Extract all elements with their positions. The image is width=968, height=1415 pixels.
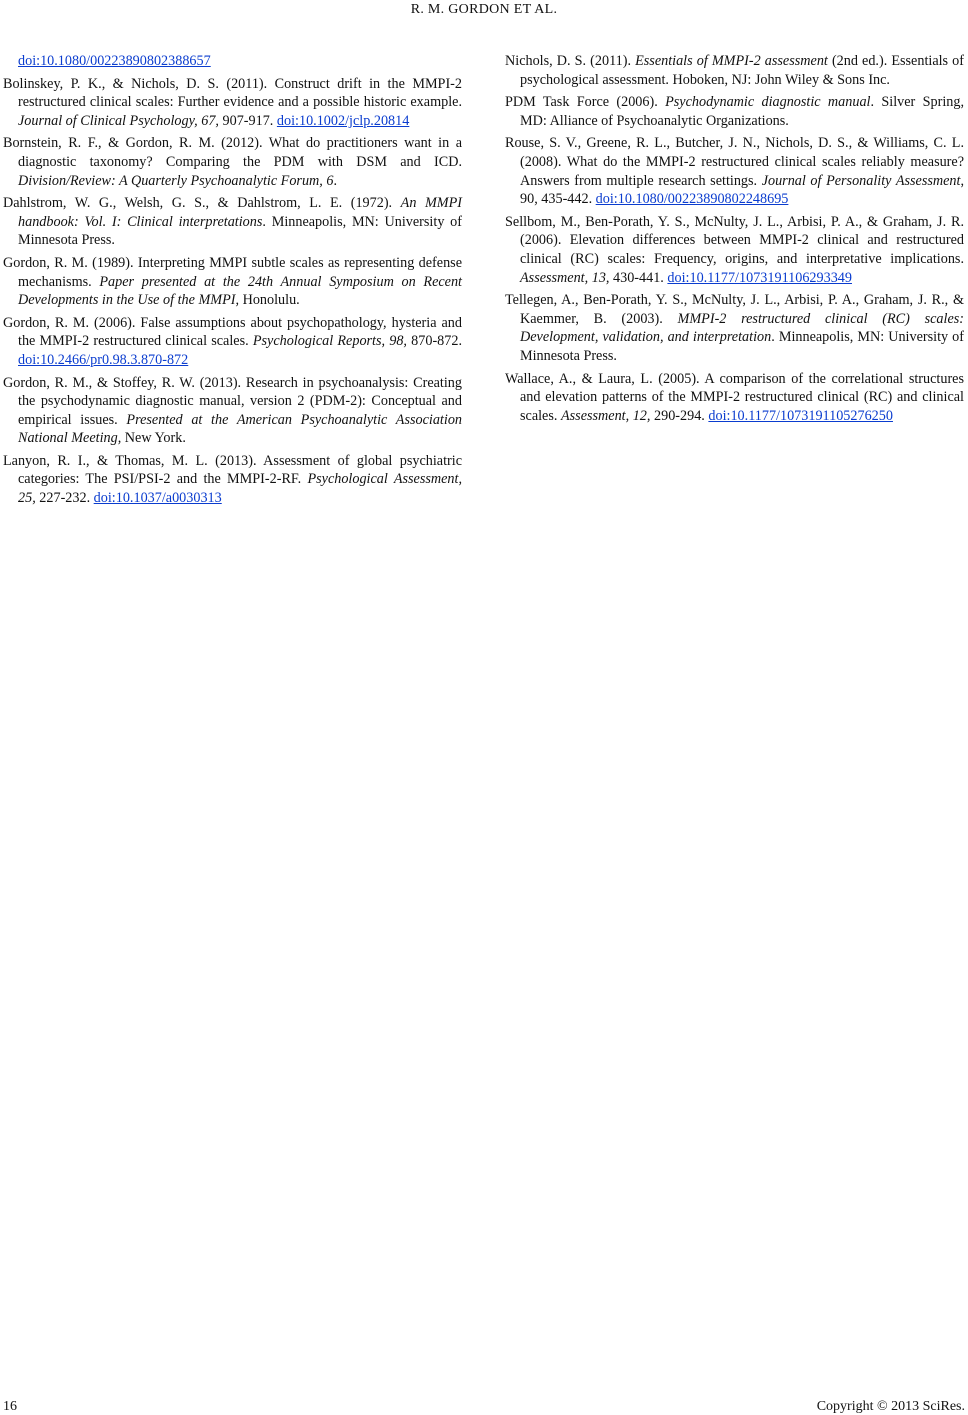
ref-title: Division/Review: A Quarterly Psychoanalytic Forum, 6 bbox=[18, 172, 334, 189]
reference-entry bbox=[505, 291, 964, 365]
ref-title: Journal of Personality Assessment bbox=[761, 172, 961, 189]
reference-entry bbox=[505, 213, 964, 287]
ref-text: (2nd ed.). Essentials of psychological assessment. Hoboken, NJ: John Wiley & Sons Inc. bbox=[520, 53, 964, 88]
ref-text: Gordon, R. M. (2006). False assumptions about psychopathology, hysteria and the MMPI-2 restructured clinical scales. bbox=[3, 314, 462, 350]
ref-text: Lanyon, R. I., & Thomas, M. L. (2013). Assessment of global psychiatric categories: The PSI/PSI-2 and the MMPI-2-RF. bbox=[3, 452, 462, 488]
ref-text: Honolulu. bbox=[239, 292, 300, 309]
ref-text: Dahlstrom, W. G., Welsh, G. S., & Dahlstrom, L. E. (1972). bbox=[3, 195, 401, 212]
reference-entry bbox=[3, 194, 462, 250]
ref-title: Presented at the American Psychoanalytic Association National Meeting, bbox=[18, 411, 463, 447]
ref-title: An MMPI handbook: Vol. I: Clinical interpretations bbox=[18, 195, 462, 230]
ref-title: Paper presented at the 24th Annual Symposium on Recent Developments in the Use of the MMPI, bbox=[18, 273, 463, 309]
references-left-column bbox=[3, 52, 462, 512]
reference-entry bbox=[505, 134, 964, 208]
reference-entry bbox=[3, 374, 462, 448]
doi-link[interactable]: doi:10.1037/a0030313 bbox=[93, 490, 222, 507]
references-right-column bbox=[505, 52, 964, 429]
ref-title: Psychological Assessment, 25, bbox=[18, 471, 462, 507]
doi-link[interactable]: doi:10.1177/1073191105276250 bbox=[708, 407, 893, 424]
ref-text: . Silver Spring, MD: Alliance of Psychoanalytic Organizations. bbox=[520, 94, 964, 129]
doi-link[interactable]: doi:10.1080/00223890802248695 bbox=[595, 191, 789, 208]
ref-text: . Minneapolis, MN: University of Minnesota Press. bbox=[520, 329, 964, 364]
doi-link[interactable]: doi:10.1002/jclp.20814 bbox=[276, 112, 410, 129]
ref-title: MMPI-2 restructured clinical (RC) scales: Development, validation, and interpretation bbox=[520, 310, 964, 346]
ref-title: Assessment, 12, bbox=[560, 407, 651, 424]
reference-entry bbox=[505, 93, 964, 130]
ref-title: Journal of Clinical Psychology, 67, bbox=[18, 112, 219, 129]
ref-text: Wallace, A., & Laura, L. (2005). A comparison of the correlational structures and elevation patterns of the MMPI-2 restructured clinical (RC) and clinical scales. bbox=[505, 370, 964, 424]
ref-text: 290-294. bbox=[650, 407, 709, 424]
ref-title: Essentials of MMPI-2 assessment bbox=[635, 53, 828, 69]
reference-entry bbox=[3, 314, 462, 370]
copyright-notice: Copyright © 2013 SciRes. bbox=[816, 1399, 965, 1414]
running-head: R. M. GORDON ET AL. bbox=[410, 2, 558, 17]
reference-entry bbox=[3, 75, 462, 131]
reference-entry bbox=[3, 452, 462, 508]
ref-text: Rouse, S. V., Greene, R. L., Butcher, J. N., Nichols, D. S., & Williams, C. L. (2008). What do the MMPI-2 restructured clinical scales reliably measure? Answers from multiple research settings. bbox=[505, 135, 964, 189]
doi-link[interactable]: doi:10.2466/pr0.98.3.870-872 bbox=[18, 351, 189, 368]
ref-text: , 90, 435-442. bbox=[520, 172, 964, 208]
ref-text: Nichols, D. S. (2011). bbox=[505, 53, 636, 69]
ref-text: Bornstein, R. F., & Gordon, R. M. (2012). What do practitioners want in a diagnostic taxonomy? Comparing the PDM with DSM and ICD. bbox=[3, 135, 462, 170]
page-number: 16 bbox=[3, 1399, 17, 1414]
ref-text: 227-232. bbox=[35, 490, 94, 507]
reference-entry bbox=[505, 52, 964, 89]
ref-text: 907-917. bbox=[218, 112, 277, 129]
ref-text: Bolinskey, P. K., & Nichols, D. S. (2011). Construct drift in the MMPI-2 restructured clinical scales: Further evidence and a possible historic example. bbox=[3, 75, 462, 111]
ref-text: . Minneapolis, MN: University of Minnesota Press. bbox=[18, 213, 462, 249]
ref-text: Tellegen, A., Ben-Porath, Y. S., McNulty, J. L., Arbisi, P. A., Graham, J. R., & Kaemmer, B. (2003). bbox=[505, 292, 964, 327]
ref-text: Gordon, R. M. (1989). Interpreting MMPI subtle scales as representing defense mechanisms. bbox=[3, 254, 462, 290]
ref-text: 870-872. bbox=[406, 333, 462, 350]
ref-text: . bbox=[333, 172, 338, 189]
doi-link[interactable]: doi:10.1080/00223890802388657 bbox=[18, 53, 211, 69]
reference-entry bbox=[3, 254, 462, 310]
reference-entry bbox=[3, 52, 462, 71]
ref-title: Assessment, 13, bbox=[520, 269, 610, 286]
ref-text: Sellbom, M., Ben-Porath, Y. S., McNulty, J. L., Arbisi, P. A., & Graham, J. R. (2006). Elevation differences between MMPI-2 clinical and restructured clinical (RC) scales: Frequency, origins, and interpretative implications. bbox=[505, 213, 964, 267]
ref-title: Psychodynamic diagnostic manual bbox=[665, 94, 871, 111]
reference-entry bbox=[3, 134, 462, 190]
ref-text: PDM Task Force (2006). bbox=[505, 94, 666, 111]
ref-title: Psychological Reports, 98, bbox=[252, 333, 407, 350]
doi-link[interactable]: doi:10.1177/1073191106293349 bbox=[667, 269, 852, 286]
ref-text: 430-441. bbox=[609, 269, 668, 286]
reference-entry bbox=[505, 370, 964, 426]
ref-text: New York. bbox=[121, 430, 186, 447]
ref-text: Gordon, R. M., & Stoffey, R. W. (2013). Research in psychoanalysis: Creating the psychodynamic diagnostic manual, version 2 (PDM-2): Conceptual and empirical issues. bbox=[3, 374, 462, 428]
